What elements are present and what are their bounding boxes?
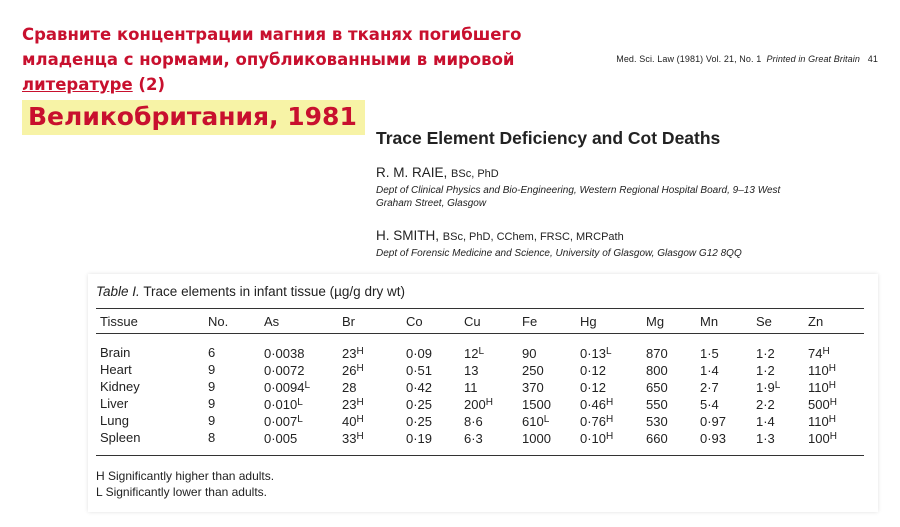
author-2-affiliation-line-1: Dept of Forensic Medicine and Science, University of Glasgow, Glasgow G12 8QQ [376, 248, 742, 259]
cell-value: 1·2 [756, 346, 775, 361]
cell-value: 1·3 [756, 431, 775, 446]
sample-count-cell: 9 [208, 396, 216, 411]
value-cell-fe [518, 378, 576, 395]
cell-value: 100 [808, 431, 830, 446]
cell-value: 0·09 [406, 346, 433, 361]
sample-count-cell: 6 [208, 345, 216, 360]
value-cell-as [260, 336, 338, 361]
cell-value: 0·25 [406, 397, 433, 412]
cell-value: 13 [464, 363, 479, 378]
cell-value: 0·007 [264, 414, 298, 429]
country-year-label: Великобритания, 1981 [22, 100, 365, 135]
cell-value: 23 [342, 346, 357, 361]
author-2-name: H. SMITH, [376, 228, 439, 243]
significance-flag: H [828, 380, 836, 391]
journal-citation: Med. Sci. Law (1981) Vol. 21, No. 1 [616, 54, 762, 64]
author-1-credentials: BSc, PhD [451, 168, 499, 180]
value-cell-fe [518, 429, 576, 446]
tissue-cell: Spleen [100, 430, 141, 445]
value-cell-mg [642, 412, 696, 429]
value-cell-cu [460, 429, 518, 446]
table-rule-bottom [96, 455, 864, 456]
cell-value: 40 [342, 414, 357, 429]
value-cell-mg [642, 361, 696, 378]
value-cell-mn [696, 378, 752, 395]
value-cell-zn [804, 395, 856, 412]
value-cell-zn [804, 412, 856, 429]
significance-flag: H [485, 397, 493, 408]
cell-value: 500 [808, 397, 830, 412]
table-body [96, 336, 856, 446]
significance-flag: H [822, 346, 830, 357]
significance-flag: H [356, 346, 364, 357]
significance-flag: H [829, 397, 837, 408]
footnote-low: L Significantly lower than adults. [96, 485, 267, 499]
cell-value: 12 [464, 346, 479, 361]
value-cell-mn [696, 412, 752, 429]
value-cell-hg [576, 336, 642, 361]
significance-flag: H [828, 363, 836, 374]
table-row [96, 412, 856, 429]
value-cell-hg [576, 412, 642, 429]
significance-flag: L [774, 380, 781, 391]
sample-count-cell: 9 [208, 362, 216, 377]
value-cell-se [752, 378, 804, 395]
slide-title-line-2: младенца с нормами, опубликованными в мировой [22, 50, 515, 69]
table-caption [96, 284, 405, 299]
paper-title: Trace Element Deficiency and Cot Deaths [376, 128, 721, 148]
cell-value: 33 [342, 431, 357, 446]
value-cell-as [260, 412, 338, 429]
value-cell-zn [804, 336, 856, 361]
value-cell-se [752, 412, 804, 429]
value-cell-hg [576, 429, 642, 446]
table-footnotes [96, 468, 274, 500]
table-row [96, 378, 856, 395]
cell-value: 0·10 [580, 431, 607, 446]
cell-value: 0·42 [406, 380, 433, 395]
cell-value: 0·005 [264, 431, 298, 446]
tissue-cell: Heart [100, 362, 132, 377]
significance-flag: H [828, 414, 836, 425]
value-cell-as [260, 429, 338, 446]
value-cell-co [402, 378, 460, 395]
column-header-zn: Zn [808, 314, 824, 329]
footnote-high: H Significantly higher than adults. [96, 469, 275, 483]
paper-header [376, 128, 886, 278]
column-header-fe: Fe [522, 314, 538, 329]
author-1-affiliation-line-1: Dept of Clinical Physics and Bio-Engineering, Western Regional Hospital Board, 9–13 West [376, 185, 781, 196]
cell-value: 0·0072 [264, 363, 305, 378]
cell-value: 74 [808, 346, 823, 361]
cell-value: 8·6 [464, 414, 483, 429]
value-cell-cu [460, 412, 518, 429]
cell-value: 28 [342, 380, 357, 395]
column-header-hg: Hg [580, 314, 597, 329]
cell-value: 200 [464, 397, 486, 412]
value-cell-cu [460, 361, 518, 378]
column-header-br: Br [342, 314, 355, 329]
cell-value: 0·76 [580, 414, 607, 429]
value-cell-hg [576, 378, 642, 395]
author-2 [376, 228, 886, 243]
value-cell-br [338, 395, 402, 412]
significance-flag: L [297, 397, 303, 408]
cell-value: 370 [522, 380, 544, 395]
author-1-affiliation [376, 184, 886, 210]
value-cell-se [752, 395, 804, 412]
table-rule-top [96, 308, 864, 309]
value-cell-mn [696, 395, 752, 412]
value-cell-zn [804, 378, 856, 395]
significance-flag: L [478, 346, 485, 357]
tissue-cell: Kidney [100, 379, 140, 394]
cell-value: 870 [646, 346, 668, 361]
slide-title-underlined: литературе [22, 75, 133, 94]
value-cell-co [402, 395, 460, 412]
cell-value: 0·25 [406, 414, 433, 429]
column-header-as: As [264, 314, 280, 329]
value-cell-co [402, 361, 460, 378]
value-cell-mg [642, 336, 696, 361]
significance-flag: H [356, 397, 364, 408]
cell-value: 1·4 [700, 363, 719, 378]
cell-value: 1000 [522, 431, 551, 446]
table-caption-text: Trace elements in infant tissue (µg/g dry wt) [143, 284, 405, 299]
cell-value: 0·13 [580, 346, 607, 361]
value-cell-as [260, 395, 338, 412]
value-cell-cu [460, 336, 518, 361]
value-cell-br [338, 361, 402, 378]
significance-flag: H [606, 397, 614, 408]
value-cell-as [260, 361, 338, 378]
value-cell-br [338, 429, 402, 446]
significance-flag: H [829, 431, 837, 442]
slide-title-line-1: Сравните концентрации магния в тканях погибшего [22, 25, 522, 44]
table-row [96, 395, 856, 412]
cell-value: 660 [646, 431, 668, 446]
column-header-no: No. [208, 314, 229, 329]
value-cell-fe [518, 395, 576, 412]
significance-flag: H [606, 431, 614, 442]
column-header-mg: Mg [646, 314, 665, 329]
cell-value: 26 [342, 363, 357, 378]
cell-value: 0·51 [406, 363, 433, 378]
cell-value: 0·19 [406, 431, 433, 446]
value-cell-se [752, 336, 804, 361]
value-cell-as [260, 378, 338, 395]
cell-value: 0·12 [580, 363, 607, 378]
value-cell-fe [518, 361, 576, 378]
cell-value: 1·9 [756, 380, 775, 395]
value-cell-cu [460, 378, 518, 395]
cell-value: 2·7 [700, 380, 719, 395]
value-cell-mg [642, 395, 696, 412]
author-1-name: R. M. RAIE, [376, 165, 448, 180]
value-cell-co [402, 412, 460, 429]
journal-printed: Printed in Great Britain [766, 54, 860, 64]
table-row [96, 429, 856, 446]
cell-value: 2·2 [756, 397, 775, 412]
significance-flag: L [606, 346, 612, 357]
cell-value: 0·0038 [264, 346, 305, 361]
cell-value: 0·010 [264, 397, 298, 412]
slide-title-line-3 [22, 72, 562, 97]
significance-flag: H [356, 363, 364, 374]
trace-element-table-block [88, 274, 878, 512]
trace-element-table [96, 312, 856, 446]
cell-value: 250 [522, 363, 544, 378]
cell-value: 90 [522, 346, 537, 361]
value-cell-br [338, 378, 402, 395]
cell-value: 650 [646, 380, 668, 395]
value-cell-mn [696, 336, 752, 361]
cell-value: 110 [808, 363, 829, 378]
column-header-tissue: Tissue [100, 314, 138, 329]
cell-value: 530 [646, 414, 668, 429]
column-header-se: Se [756, 314, 772, 329]
value-cell-co [402, 429, 460, 446]
cell-value: 0·46 [580, 397, 607, 412]
column-header-co: Co [406, 314, 423, 329]
significance-flag: H [606, 414, 614, 425]
value-cell-zn [804, 361, 856, 378]
significance-flag: H [356, 414, 364, 425]
significance-flag: H [356, 431, 364, 442]
cell-value: 610 [522, 414, 544, 429]
value-cell-co [402, 336, 460, 361]
sample-count-cell: 9 [208, 413, 216, 428]
cell-value: 1500 [522, 397, 551, 412]
slide-title [22, 22, 562, 97]
tissue-cell: Lung [100, 413, 129, 428]
cell-value: 1·4 [756, 414, 775, 429]
cell-value: 0·97 [700, 414, 727, 429]
value-cell-zn [804, 429, 856, 446]
journal-header [616, 54, 878, 64]
value-cell-hg [576, 395, 642, 412]
cell-value: 0·12 [580, 380, 607, 395]
cell-value: 11 [464, 380, 478, 395]
value-cell-mn [696, 429, 752, 446]
value-cell-cu [460, 395, 518, 412]
tissue-cell: Liver [100, 396, 129, 411]
cell-value: 110 [808, 380, 829, 395]
cell-value: 0·93 [700, 431, 727, 446]
significance-flag: L [543, 414, 550, 425]
column-header-mn: Mn [700, 314, 719, 329]
value-cell-mn [696, 361, 752, 378]
author-2-affiliation [376, 247, 886, 260]
cell-value: 6·3 [464, 431, 483, 446]
table-header-row [96, 312, 856, 336]
value-cell-hg [576, 361, 642, 378]
significance-flag: L [304, 380, 311, 391]
author-2-credentials: BSc, PhD, CChem, FRSC, MRCPath [442, 231, 624, 243]
significance-flag: L [297, 414, 303, 425]
cell-value: 1·5 [700, 346, 719, 361]
value-cell-br [338, 412, 402, 429]
value-cell-fe [518, 412, 576, 429]
value-cell-mg [642, 378, 696, 395]
cell-value: 1·2 [756, 363, 775, 378]
table-caption-label: Table I. [96, 284, 140, 299]
table-row [96, 336, 856, 361]
value-cell-fe [518, 336, 576, 361]
value-cell-br [338, 336, 402, 361]
value-cell-se [752, 361, 804, 378]
table-row [96, 361, 856, 378]
cell-value: 110 [808, 414, 829, 429]
value-cell-mg [642, 429, 696, 446]
cell-value: 800 [646, 363, 668, 378]
author-1 [376, 165, 886, 180]
cell-value: 0·0094 [264, 380, 305, 395]
value-cell-se [752, 429, 804, 446]
cell-value: 23 [342, 397, 357, 412]
tissue-cell: Brain [100, 345, 131, 360]
slide-title-suffix: (2) [132, 75, 165, 94]
column-header-cu: Cu [464, 314, 481, 329]
cell-value: 5·4 [700, 397, 719, 412]
journal-page: 41 [867, 54, 878, 64]
cell-value: 550 [646, 397, 668, 412]
sample-count-cell: 8 [208, 430, 216, 445]
author-1-affiliation-line-2: Graham Street, Glasgow [376, 198, 487, 209]
sample-count-cell: 9 [208, 379, 216, 394]
